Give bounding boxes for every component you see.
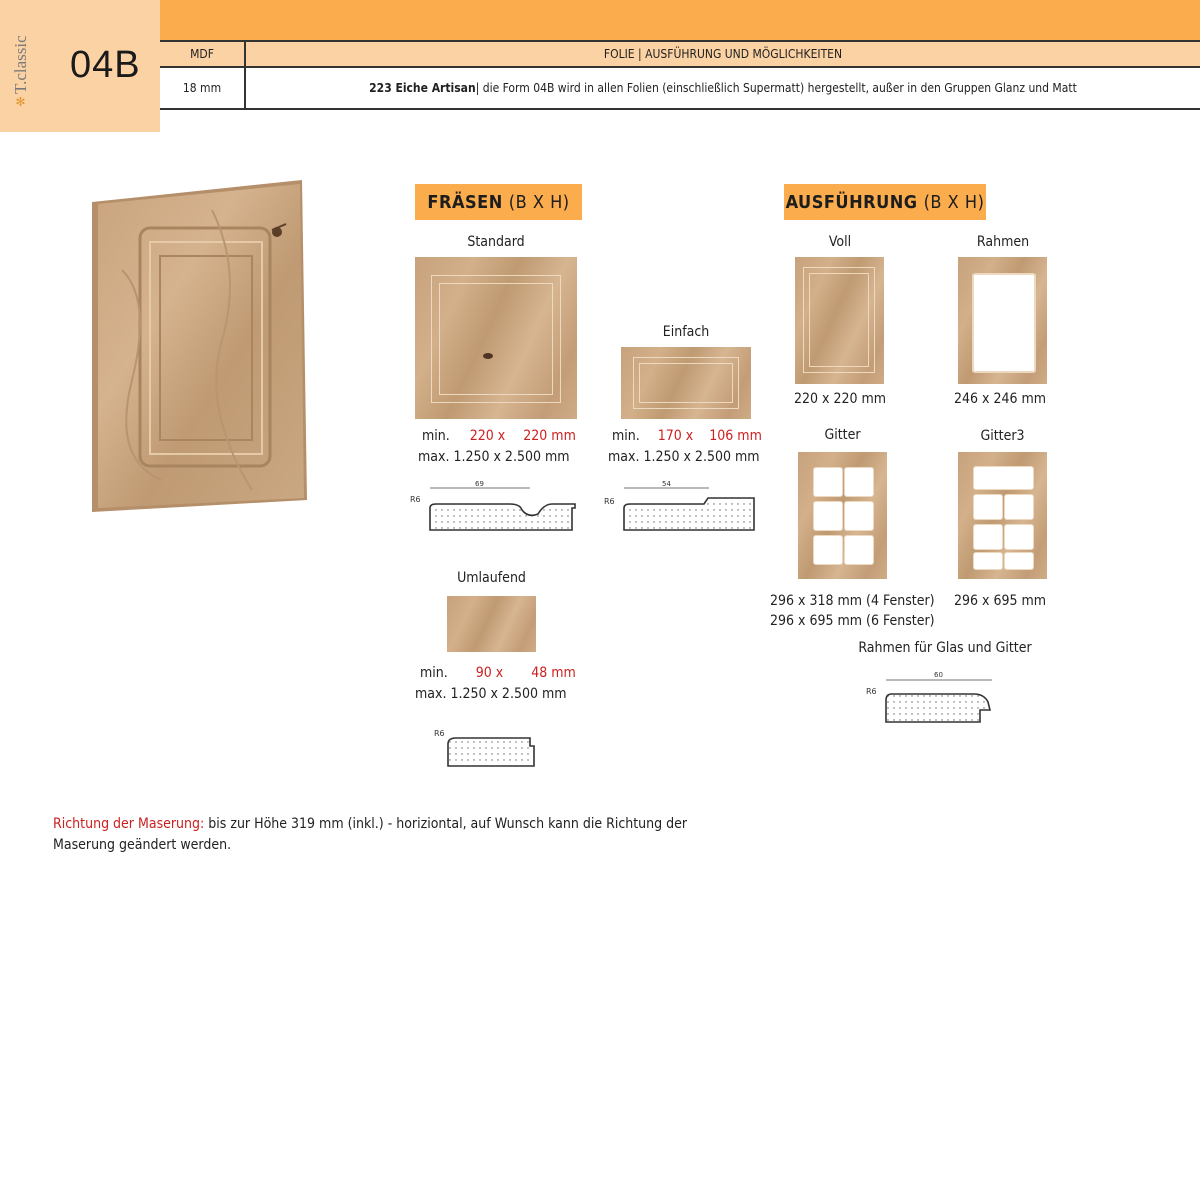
umlaufend-min-width: 90 x: [475, 665, 504, 681]
rahmen-glas-label: Rahmen für Glas und Gitter: [858, 640, 1032, 656]
fraesen-title: FRÄSEN: [427, 191, 503, 213]
grain-note-highlight: Richtung der Maserung:: [53, 816, 205, 832]
voll-thumbnail: [795, 257, 884, 384]
einfach-max: max. 1.250 x 2.500 mm: [608, 449, 760, 465]
standard-max: max. 1.250 x 2.500 mm: [418, 449, 570, 465]
umlaufend-min-height: 48 mm: [531, 665, 576, 681]
standard-min: [422, 428, 576, 444]
umlaufend-max: max. 1.250 x 2.500 mm: [415, 686, 567, 702]
standard-thumbnail: [415, 257, 577, 419]
folie-header: FOLIE | AUSFÜHRUNG UND MÖGLICHKEITEN: [603, 47, 843, 61]
brand-flower-icon: ✻: [13, 94, 28, 108]
mdf-header: MDF: [190, 47, 214, 61]
standard-profile-width: 69: [475, 480, 484, 488]
einfach-min-height: 106 mm: [709, 428, 762, 444]
umlaufend-profile-radius: R6: [434, 729, 445, 738]
fraesen-suffix: (B X H): [508, 191, 570, 213]
table-header-row: [160, 42, 1200, 68]
einfach-profile-radius: R6: [604, 497, 615, 506]
standard-min-width: 220 x: [469, 428, 506, 444]
einfach-min: [612, 428, 762, 444]
top-bar: [160, 0, 1200, 42]
brand-logo: [8, 28, 34, 108]
table-value-row: [160, 68, 1200, 110]
ausfuehrung-suffix: (B X H): [923, 191, 985, 213]
grain-note: [53, 814, 693, 856]
ausfuehrung-header: [784, 184, 986, 220]
gitter-dims-1: 296 x 318 mm (4 Fenster): [770, 593, 935, 609]
voll-dims: 220 x 220 mm: [794, 391, 887, 407]
folie-name: 223 Eiche Artisan: [369, 81, 476, 95]
folie-value: [246, 68, 1200, 108]
umlaufend-min: [420, 665, 576, 681]
einfach-min-width: 170 x: [657, 428, 694, 444]
model-code: 04B: [70, 44, 141, 86]
door-image: [92, 180, 310, 515]
mdf-value: 18 mm: [182, 81, 222, 95]
brand-name: T.classic: [11, 35, 30, 94]
umlaufend-label: Umlaufend: [457, 570, 526, 586]
einfach-thumbnail: [621, 347, 751, 419]
rahmen-glas-profile-radius: R6: [866, 687, 877, 696]
gitter3-thumbnail: [958, 452, 1047, 579]
standard-profile-radius: R6: [410, 495, 421, 504]
einfach-profile-width: 54: [662, 480, 671, 488]
grain-note-text: bis zur Höhe 319 mm (inkl.) - horiziontal, auf Wunsch kann die Richtung der Maserung geändert werden.: [53, 816, 688, 853]
umlaufend-profile: [430, 722, 550, 772]
rahmen-dims: 246 x 246 mm: [954, 391, 1047, 407]
gitter3-dims: 296 x 695 mm: [954, 593, 1047, 609]
umlaufend-thumbnail: [447, 596, 536, 652]
gitter-label: Gitter: [824, 427, 861, 443]
rahmen-thumbnail: [958, 257, 1047, 384]
voll-label: Voll: [828, 234, 852, 250]
standard-label: Standard: [467, 234, 525, 250]
einfach-profile: [604, 478, 764, 538]
ausfuehrung-title: AUSFÜHRUNG: [785, 191, 918, 213]
gitter-thumbnail: [798, 452, 887, 579]
folie-description: | die Form 04B wird in allen Folien (einschließlich Supermatt) hergestellt, außer in den Gruppen Glanz und Matt: [475, 81, 1077, 95]
rahmen-glas-profile-width: 60: [934, 671, 943, 679]
standard-min-label: min.: [422, 428, 450, 444]
einfach-label: Einfach: [662, 324, 710, 340]
fraesen-header: [415, 184, 582, 220]
rahmen-glas-profile: [862, 664, 1002, 728]
standard-min-height: 220 mm: [523, 428, 576, 444]
gitter3-label: Gitter3: [980, 428, 1025, 444]
einfach-min-label: min.: [612, 428, 640, 444]
standard-profile: [410, 478, 580, 538]
umlaufend-min-label: min.: [420, 665, 448, 681]
gitter-dims-2: 296 x 695 mm (6 Fenster): [770, 613, 935, 629]
rahmen-label: Rahmen: [976, 234, 1030, 250]
